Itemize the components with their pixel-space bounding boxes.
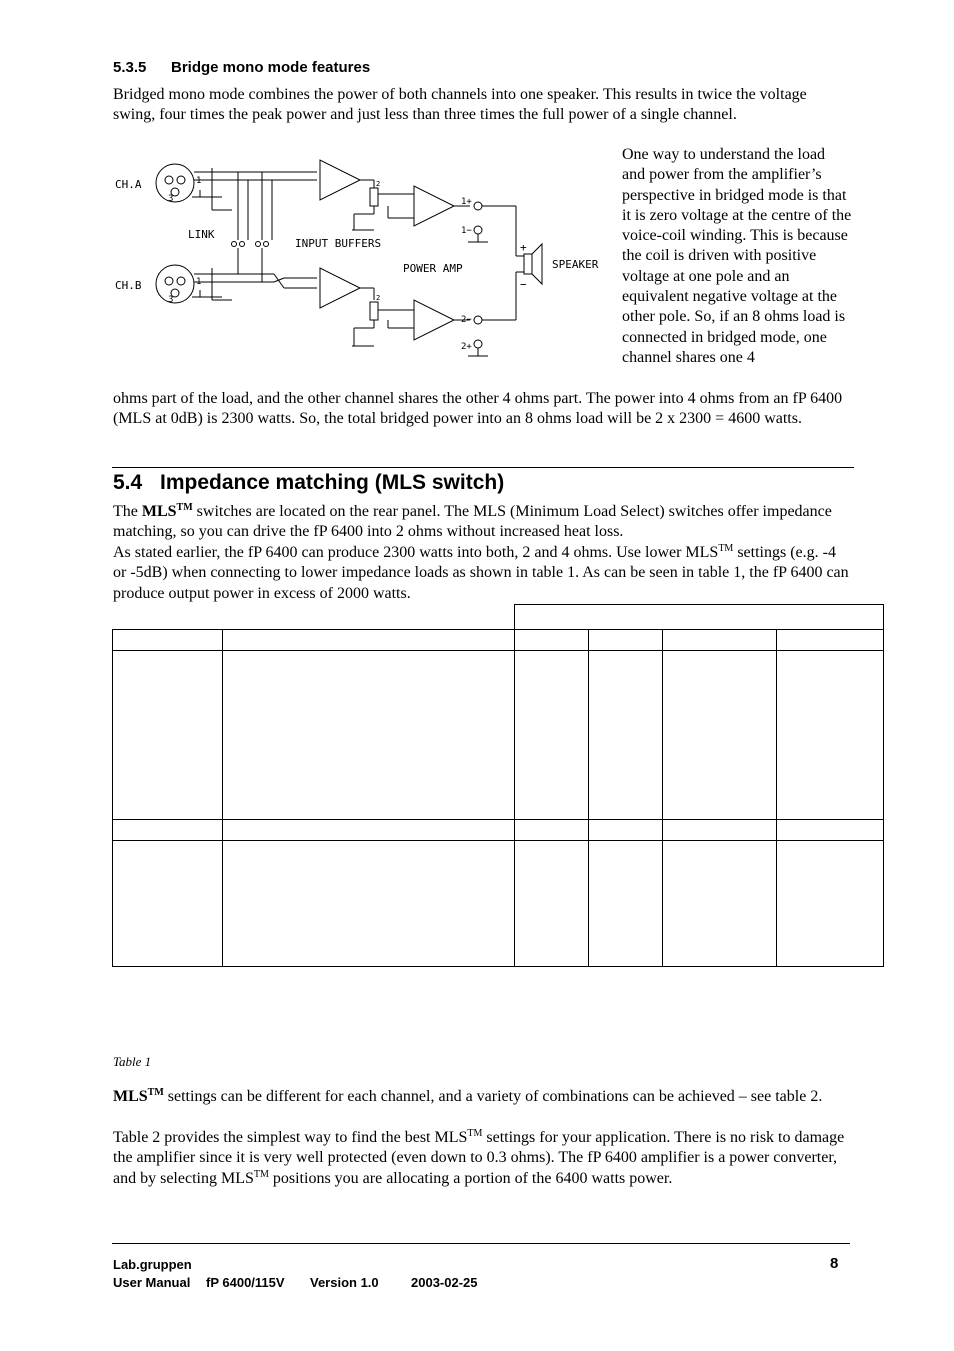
footer-manual: User Manual: [113, 1275, 191, 1290]
text-run: The: [113, 503, 142, 520]
section-title: Bridge mono mode features: [171, 59, 371, 76]
text-run: positions you are allocating a portion of the 6400 watts power.: [268, 1169, 673, 1187]
mls-paragraph-2: [113, 543, 851, 604]
mls-paragraph-1: [113, 502, 851, 543]
section-heading-5-3-5: [113, 59, 370, 76]
minus-terminal-label: −: [520, 278, 527, 291]
mls-bold: MLS: [141, 503, 177, 520]
input-buffers-label: INPUT BUFFERS: [295, 237, 382, 250]
section-number: 5.4: [113, 471, 143, 494]
power-amp-label: POWER AMP: [403, 262, 463, 275]
table-caption: Table 1: [113, 1054, 152, 1069]
power-amp-a: [414, 186, 454, 226]
mls-bold: MLS: [113, 1088, 148, 1105]
footer-date: 2003-02-25: [411, 1275, 478, 1290]
mls-paragraph-3: [113, 1087, 853, 1107]
pin-3-label-a: 3: [168, 194, 174, 204]
text-run: switches are located on the rear panel. The MLS (Minimum Load Select) switches offer impedance matching, so you can drive the fP 6400 into 2 ohms without increased heat loss.: [113, 503, 832, 541]
section-heading-5-4: [113, 471, 504, 495]
ch-b-label: CH.B: [115, 279, 142, 292]
bridge-mode-schematic: [112, 150, 612, 360]
link-label: LINK: [188, 228, 215, 241]
footer-divider: [112, 1243, 850, 1244]
side-paragraph: One way to understand the load and power from the amplifier’s perspective in bridged mode is that it is zero voltage at the centre of the voice-coil winding. This is because the coil is driven with positive voltage at one pole and an equivalent negative voltage at the other pole. So, if an 8 ohms load is connected in bridged mode, one channel shares one 4: [622, 146, 852, 366]
trademark-sup: TM: [147, 1087, 164, 1098]
section-divider: [112, 467, 854, 468]
potentiometer-b: [370, 302, 378, 320]
ch-a-label: CH.A: [115, 178, 142, 191]
plus-terminal-label: +: [520, 241, 527, 254]
text-run: settings (e.g. -4 or -5dB) when connecting to lower impedance loads as shown in table 1. As can be seen in table 1, the fP 6400 can produce output power in excess of 2000 watts.: [113, 544, 849, 602]
speaker-symbol: [524, 254, 532, 274]
footer-meta: [113, 1275, 478, 1290]
section-number: 5.3.5: [113, 59, 147, 76]
section-title: Impedance matching (MLS switch): [160, 471, 505, 494]
pin-1-label-b: 1: [196, 277, 202, 287]
footer-company: Lab.gruppen: [113, 1257, 192, 1272]
text-run: settings for your application. There is no risk to damage the amplifier since it is very well protected (even down to 0.3 ohms). The fP 6400 amplifier is a power converter, and by selecting MLS: [113, 1129, 845, 1187]
pot-a-pin-2: 2: [376, 180, 381, 188]
input-buffer-b: [320, 268, 360, 308]
out-2-minus-label: 2−: [461, 315, 472, 325]
out-1-plus-label: 1+: [461, 197, 472, 207]
intro-paragraph: Bridged mono mode combines the power of both channels into one speaker. This results in twice the voltage swing, four times the peak power and just less than three times the full power of a single channel.: [113, 86, 807, 124]
pin-3-label-b: 3: [168, 295, 174, 305]
pin-1-label-a: 1: [196, 176, 202, 186]
speaker-label: SPEAKER: [552, 258, 599, 271]
trademark-sup: TM: [176, 502, 193, 513]
mls-paragraph-4: [113, 1128, 853, 1189]
pot-b-pin-2: 2: [376, 294, 381, 302]
power-amp-b: [414, 300, 454, 340]
trademark-sup: TM: [253, 1168, 269, 1180]
trademark-sup: TM: [467, 1128, 483, 1139]
potentiometer-a: [370, 188, 378, 206]
out-1-minus-label: 1−: [461, 226, 472, 236]
input-buffer-a: [320, 160, 360, 200]
trademark-sup: TM: [718, 543, 734, 554]
page-number: 8: [830, 1255, 839, 1272]
out-2-plus-label: 2+: [461, 342, 472, 352]
footer-version: Version 1.0: [310, 1275, 379, 1290]
text-run: Table 2 provides the simplest way to find the best MLS: [113, 1129, 468, 1146]
text-run: As stated earlier, the fP 6400 can produce 2300 watts into both, 2 and 4 ohms. Use lower MLS: [113, 544, 719, 561]
footer-model: fP 6400/115V: [206, 1275, 285, 1290]
continuation-paragraph: ohms part of the load, and the other channel shares the other 4 ohms part. The power into 4 ohms from an fP 6400 (MLS at 0dB) is 2300 watts. So, the total bridged power into an 8 ohms load will be 2 x 2300 = 4600 watts.: [113, 390, 843, 428]
text-run: settings can be different for each channel, and a variety of combinations can be achieved – see table 2.: [163, 1088, 823, 1105]
